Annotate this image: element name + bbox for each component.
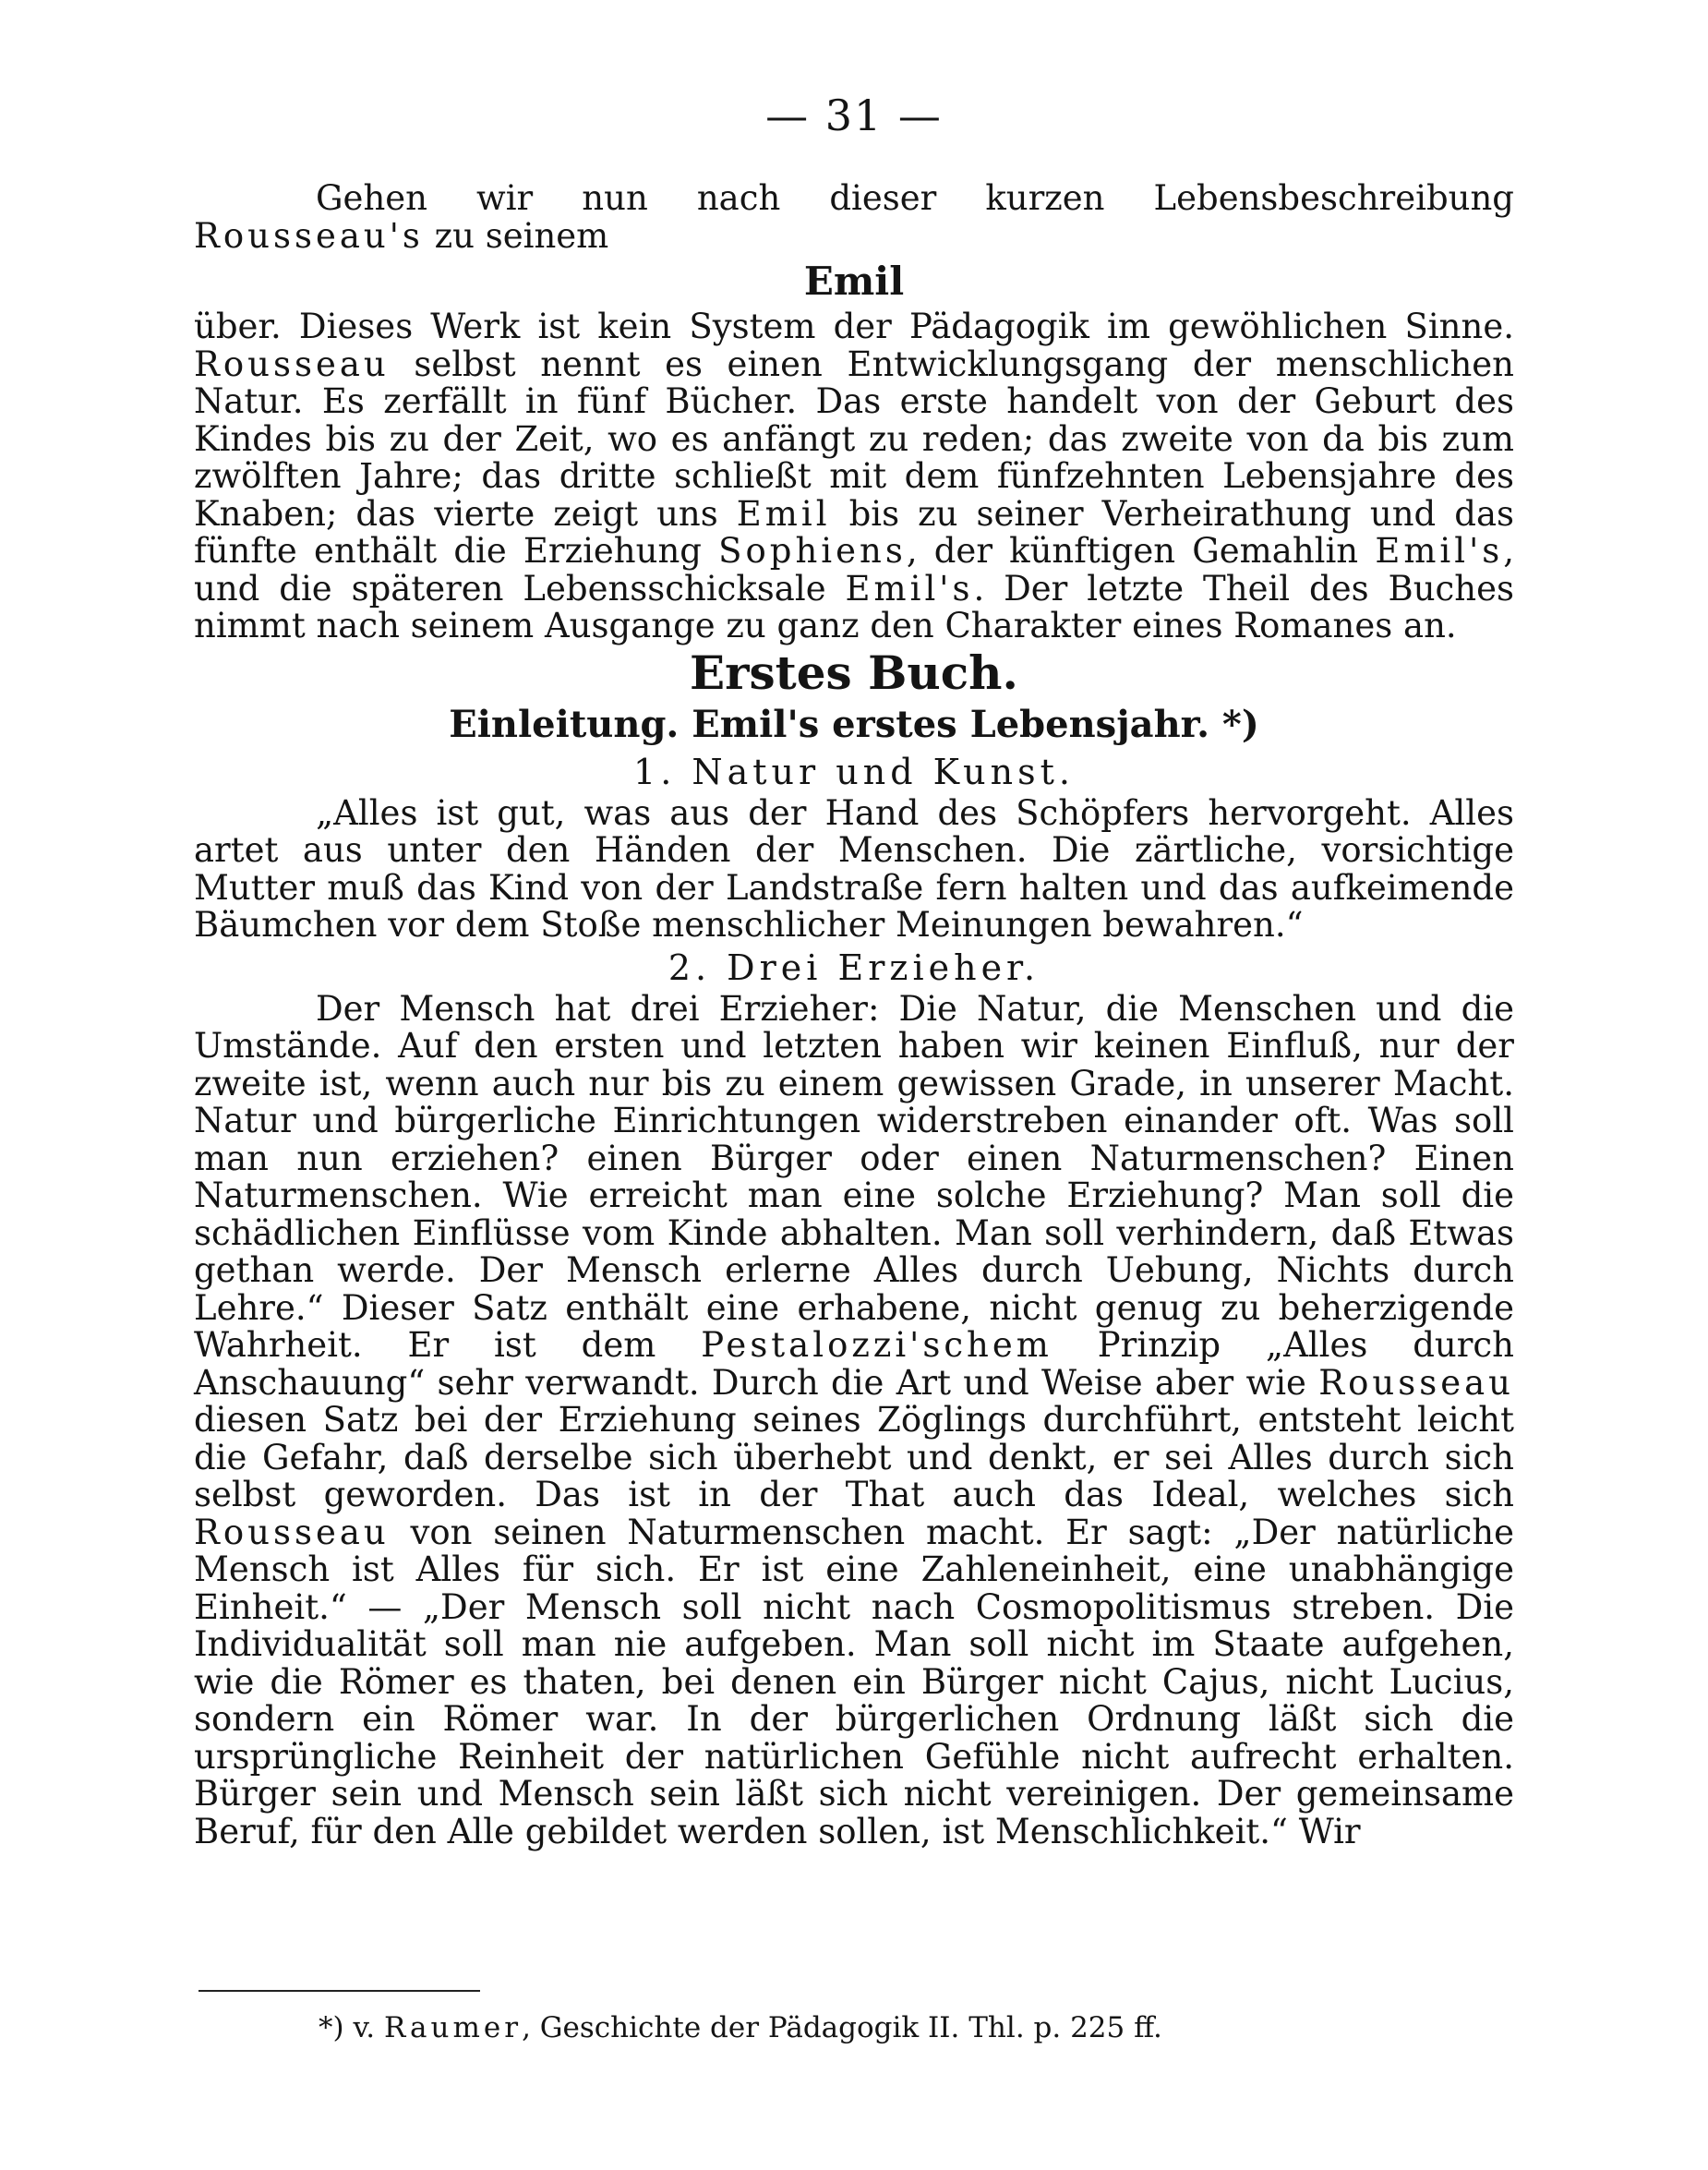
emil-paragraph — [194, 308, 1514, 645]
emil-para-text-3: bis zu seiner Verheirathung und das fünfte enthält die Erziehung — [194, 493, 1514, 571]
emil-para-emil-3: Emil's — [845, 568, 974, 609]
emil-para-text-4: , der künftigen Gemahlin — [906, 531, 1376, 571]
section-2-text-3: diesen Satz bei der Erziehung seines Zöglings durchführt, entsteht leicht die Gefahr, daß derselbe sich überhebt und denkt, er sei Alles durch sich selbst geworden. Das ist in der That auch das Ideal, welches sich — [194, 1400, 1514, 1514]
emil-para-emil-2: Emil's — [1375, 531, 1504, 571]
intro-text-2: zu seinem — [423, 215, 609, 256]
footnote-mark: *) v. — [319, 2011, 384, 2044]
emil-para-text-6: . Der letzte Theil des Buches nimmt nach seinem Ausgange zu ganz den Charakter eines Romanes an. — [194, 568, 1514, 645]
emil-para-rousseau: Rousseau — [194, 344, 390, 384]
intro-paragraph — [194, 180, 1514, 255]
intro-text-1: Gehen wir nun nach dieser kurzen Lebensbeschreibung — [316, 178, 1514, 218]
chapter-heading: Einleitung. Emil's erstes Lebensjahr. *) — [449, 702, 1259, 746]
emil-heading: Emil — [803, 259, 905, 304]
footnote-text: , Geschichte der Pädagogik II. Thl. p. 225 ff. — [522, 2011, 1162, 2044]
section-2-text-1: Der Mensch hat drei Erzieher: Die Natur, die Menschen und die Umstände. Auf den ersten und letzten haben wir keinen Einfluß, nur der zweite ist, wenn auch nur bis zu einem gewissen Grade, in unserer Macht. Natur und bürgerliche Einrichtungen widerstreben einander oft. Was soll man nun erziehen? einen Bürger oder einen Naturmenschen? Einen Naturmenschen. Wie erreicht man eine solche Erziehung? Man soll die schädlichen Einflüsse vom Kinde abhalten. Man soll verhindern, daß Etwas gethan werde. Der Mensch erlerne Alles durch Uebung, Nichts durch Lehre.“ Dieser Satz enthält eine erhabene, nicht genug zu beherzigende Wahrheit. Er ist dem — [194, 988, 1514, 1365]
emil-para-text-2: selbst nennt es einen Entwicklungsgang der menschlichen Natur. Es zerfällt in fünf Bücher. Das erste handelt von der Geburt des Kindes bis zu der Zeit, wo es anfängt zu reden; das zweite von da bis zum zwölften Jahre; das dritte schließt mit dem fünfzehnten Lebensjahre des Knaben; das vierte zeigt uns — [194, 344, 1514, 534]
page-number: — 31 — — [765, 90, 943, 140]
page-body — [194, 180, 1514, 1851]
emil-para-text-1: über. Dieses Werk ist kein System der Pädagogik im gewöhlichen Sinne. — [194, 307, 1514, 346]
section-2-paragraph — [194, 988, 1514, 1851]
emil-para-emil-1: Emil — [736, 493, 831, 534]
footnote-divider — [198, 1990, 480, 1992]
section-2-rousseau-2: Rousseau — [194, 1512, 390, 1552]
section-2-heading: 2. Drei Erzieher. — [668, 946, 1040, 988]
section-1-paragraph: „Alles ist gut, was aus der Hand des Schöpfers hervorgeht. Alles artet aus unter den Händen der Menschen. Die zärtliche, vorsichtige Mutter muß das Kind von der Landstraße fern halten und das aufkeimende Bäumchen vor dem Stoße menschlicher Meinungen bewahren.“ — [194, 792, 1514, 945]
section-2-text-4: von seinen Naturmenschen macht. Er sagt: „Der natürliche Mensch ist Alles für sich. Er ist eine Zahleneinheit, eine unabhängige Einheit.“ — „Der Mensch soll nicht nach Cosmopolitismus streben. Die Individualität soll man nie aufgeben. Man soll nicht im Staate aufgehen, wie die Römer es thaten, bei denen ein Bürger nicht Cajus, nicht Lucius, sondern ein Römer war. In der bürgerlichen Ordnung läßt sich die ursprüngliche Reinheit der natürlichen Gefühle nicht aufrecht erhalten. Bürger sein und Mensch sein läßt sich nicht vereinigen. Der gemeinsame Beruf, für den Alle gebildet werden sollen, ist Menschlichkeit.“ Wir — [194, 1512, 1514, 1851]
footnote — [319, 2011, 1519, 2044]
section-2-rousseau-1: Rousseau — [1318, 1362, 1514, 1403]
footnote-author: Raumer — [384, 2011, 523, 2044]
section-2-text-2: Prinzip „Alles durch Anschauung“ sehr verwandt. Durch die Art und Weise aber wie — [194, 1325, 1514, 1403]
section-2-pestalozzi: Pestalozzi'schem — [701, 1325, 1052, 1365]
intro-rousseau: Rousseau's — [194, 215, 424, 256]
section-1-heading: 1. Natur und Kunst. — [633, 751, 1075, 792]
emil-para-text-5: , und die späteren Lebensschicksale — [194, 531, 1514, 609]
emil-para-sophie: Sophiens — [718, 531, 907, 571]
book-heading: Erstes Buch. — [690, 645, 1018, 700]
